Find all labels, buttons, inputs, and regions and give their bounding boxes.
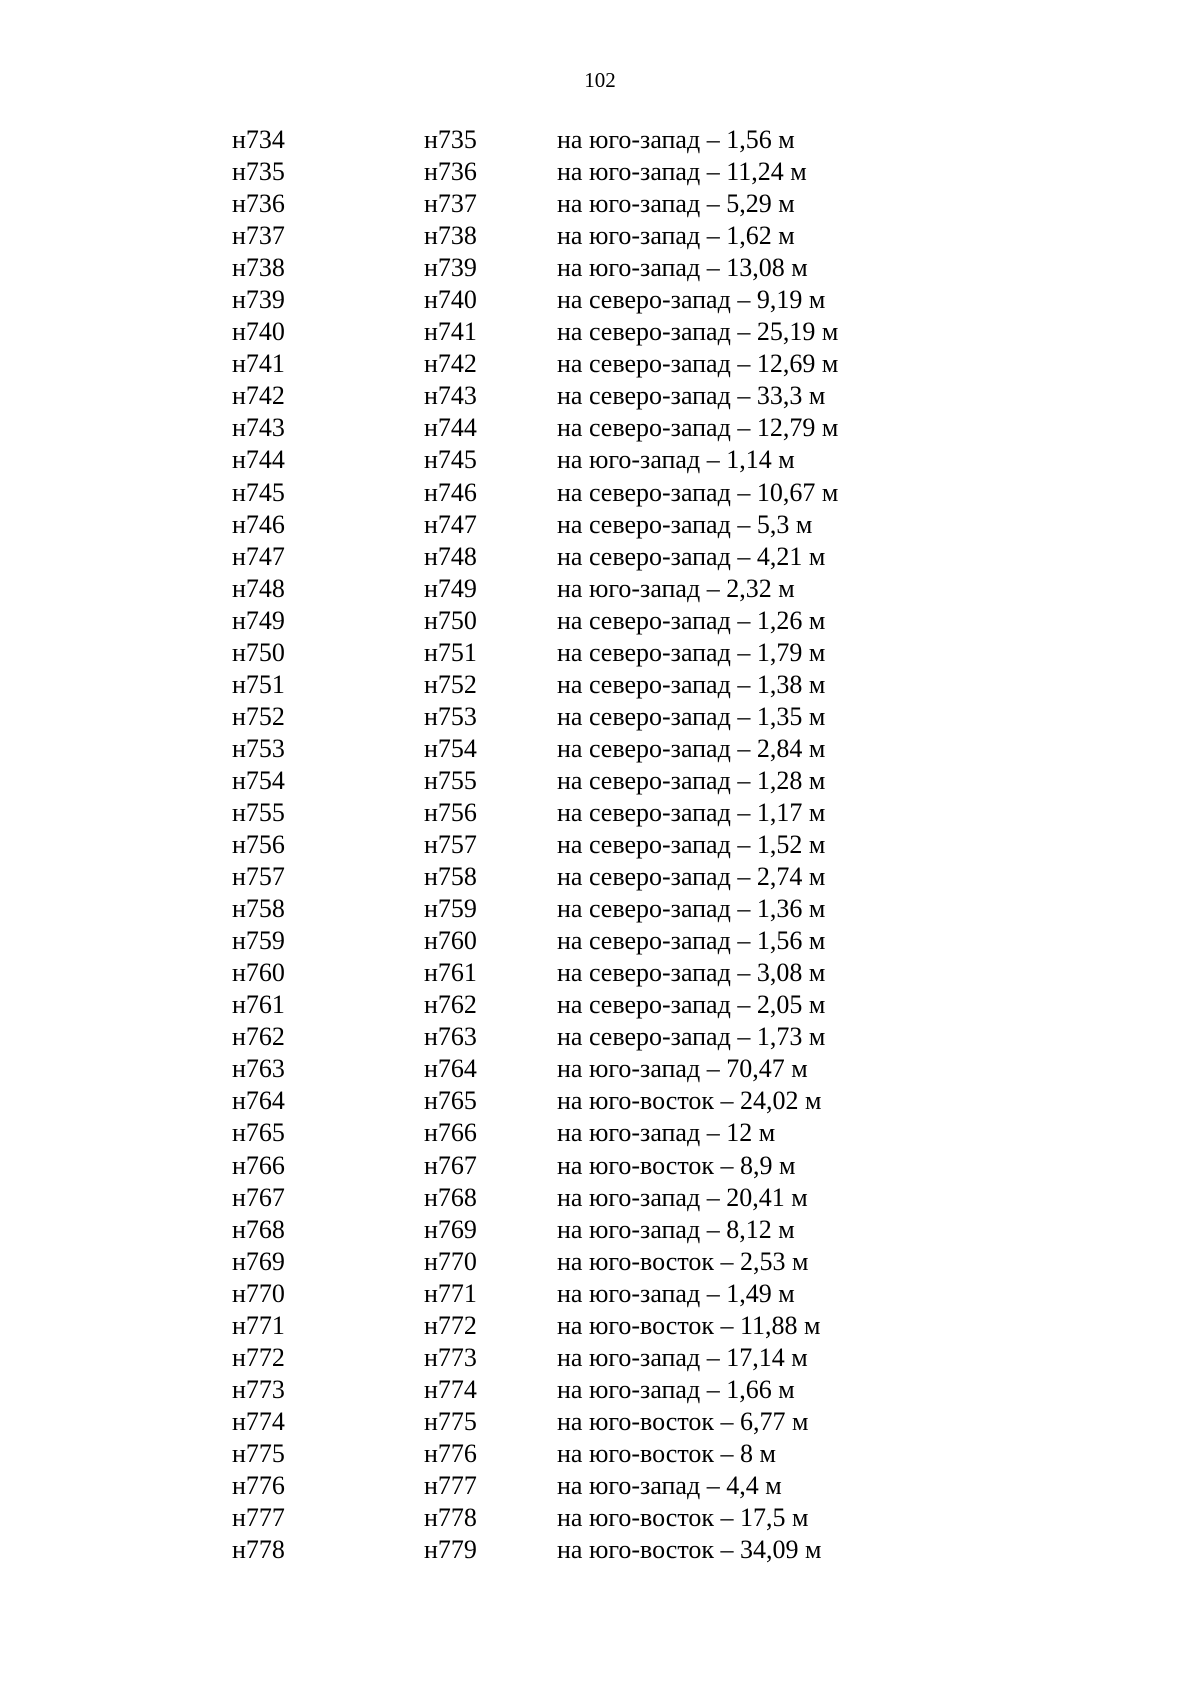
list-item	[0, 1021, 1200, 1053]
point-from: н768	[232, 1214, 285, 1244]
segment-description: на северо-запад – 1,35 м	[557, 701, 826, 731]
list-item	[0, 1534, 1200, 1566]
point-from: н755	[232, 797, 285, 827]
segment-description: на северо-запад – 1,73 м	[557, 1022, 826, 1052]
point-to: н761	[424, 958, 477, 988]
point-from: н774	[232, 1406, 285, 1436]
list-item	[0, 1150, 1200, 1182]
point-to: н776	[424, 1438, 477, 1468]
point-to: н755	[424, 765, 477, 795]
segment-description: на северо-запад – 1,52 м	[557, 830, 826, 860]
segment-description: на юго-запад – 70,47 м	[557, 1054, 808, 1084]
point-from: н739	[232, 285, 285, 315]
list-item	[0, 541, 1200, 573]
point-to: н779	[424, 1535, 477, 1565]
point-to: н774	[424, 1374, 477, 1404]
list-item	[0, 156, 1200, 188]
segment-description: на юго-запад – 1,14 м	[557, 445, 795, 475]
point-from: н753	[232, 733, 285, 763]
segment-description: на северо-запад – 12,79 м	[557, 413, 839, 443]
segment-description: на юго-запад – 17,14 м	[557, 1342, 808, 1372]
segment-description: на северо-запад – 2,84 м	[557, 733, 826, 763]
point-from: н769	[232, 1246, 285, 1276]
segment-description: на северо-запад – 1,38 м	[557, 669, 826, 699]
list-item	[0, 477, 1200, 509]
segment-description: на северо-запад – 9,19 м	[557, 285, 826, 315]
point-to: н768	[424, 1182, 477, 1212]
list-item	[0, 797, 1200, 829]
point-to: н762	[424, 990, 477, 1020]
segment-description: на юго-запад – 4,4 м	[557, 1470, 782, 1500]
point-to: н778	[424, 1503, 477, 1533]
point-to: н764	[424, 1054, 477, 1084]
segment-description: на северо-запад – 2,05 м	[557, 990, 826, 1020]
list-item	[0, 1214, 1200, 1246]
list-item	[0, 252, 1200, 284]
point-from: н778	[232, 1535, 285, 1565]
point-from: н749	[232, 605, 285, 635]
point-to: н765	[424, 1086, 477, 1116]
page-number: 102	[584, 68, 616, 92]
segment-description: на юго-запад – 12 м	[557, 1118, 776, 1148]
segment-description: на северо-запад – 3,08 м	[557, 958, 826, 988]
point-to: н757	[424, 830, 477, 860]
point-from: н737	[232, 221, 285, 251]
segment-description: на юго-восток – 6,77 м	[557, 1406, 809, 1436]
list-item	[0, 1406, 1200, 1438]
list-item	[0, 284, 1200, 316]
segment-description: на северо-запад – 1,79 м	[557, 637, 826, 667]
list-item	[0, 669, 1200, 701]
list-item	[0, 1117, 1200, 1149]
point-from: н738	[232, 253, 285, 283]
boundary-segments-list	[0, 124, 1200, 1566]
point-from: н776	[232, 1470, 285, 1500]
list-item	[0, 1470, 1200, 1502]
list-item	[0, 188, 1200, 220]
segment-description: на юго-восток – 8 м	[557, 1438, 776, 1468]
segment-description: на юго-запад – 1,66 м	[557, 1374, 795, 1404]
point-from: н754	[232, 765, 285, 795]
point-to: н759	[424, 894, 477, 924]
segment-description: на юго-восток – 11,88 м	[557, 1310, 821, 1340]
point-to: н760	[424, 926, 477, 956]
point-to: н735	[424, 125, 477, 154]
point-from: н746	[232, 509, 285, 539]
list-item	[0, 893, 1200, 925]
point-to: н772	[424, 1310, 477, 1340]
point-to: н771	[424, 1278, 477, 1308]
segment-description: на северо-запад – 1,17 м	[557, 797, 826, 827]
list-item	[0, 637, 1200, 669]
point-from: н751	[232, 669, 285, 699]
point-to: н775	[424, 1406, 477, 1436]
segment-description: на юго-запад – 8,12 м	[557, 1214, 795, 1244]
point-to: н749	[424, 573, 477, 603]
point-from: н765	[232, 1118, 285, 1148]
point-from: н773	[232, 1374, 285, 1404]
list-item	[0, 444, 1200, 476]
list-item	[0, 1502, 1200, 1534]
segment-description: на юго-запад – 11,24 м	[557, 157, 807, 187]
point-from: н747	[232, 541, 285, 571]
list-item	[0, 829, 1200, 861]
segment-description: на северо-запад – 5,3 м	[557, 509, 813, 539]
point-from: н777	[232, 1503, 285, 1533]
segment-description: на северо-запад – 1,26 м	[557, 605, 826, 635]
point-from: н734	[232, 125, 285, 154]
point-to: н741	[424, 317, 477, 347]
point-to: н748	[424, 541, 477, 571]
list-item	[0, 573, 1200, 605]
segment-description: на северо-запад – 1,56 м	[557, 926, 826, 956]
point-from: н742	[232, 381, 285, 411]
point-to: н745	[424, 445, 477, 475]
segment-description: на юго-восток – 24,02 м	[557, 1086, 822, 1116]
segment-description: на северо-запад – 1,36 м	[557, 894, 826, 924]
point-from: н767	[232, 1182, 285, 1212]
point-to: н750	[424, 605, 477, 635]
segment-description: на юго-запад – 5,29 м	[557, 189, 795, 219]
point-to: н746	[424, 477, 477, 507]
list-item	[0, 316, 1200, 348]
list-item	[0, 1085, 1200, 1117]
list-item	[0, 925, 1200, 957]
segment-description: на юго-запад – 1,56 м	[557, 125, 795, 154]
list-item	[0, 1342, 1200, 1374]
segment-description: на юго-восток – 2,53 м	[557, 1246, 809, 1276]
point-to: н742	[424, 349, 477, 379]
list-item	[0, 1438, 1200, 1470]
point-from: н741	[232, 349, 285, 379]
point-from: н740	[232, 317, 285, 347]
point-from: н764	[232, 1086, 285, 1116]
segment-description: на юго-восток – 34,09 м	[557, 1535, 822, 1565]
point-to: н747	[424, 509, 477, 539]
point-from: н766	[232, 1150, 285, 1180]
point-to: н743	[424, 381, 477, 411]
list-item	[0, 1310, 1200, 1342]
point-from: н775	[232, 1438, 285, 1468]
point-to: н767	[424, 1150, 477, 1180]
list-item	[0, 701, 1200, 733]
list-item	[0, 1246, 1200, 1278]
point-from: н770	[232, 1278, 285, 1308]
list-item	[0, 220, 1200, 252]
point-to: н770	[424, 1246, 477, 1276]
point-to: н756	[424, 797, 477, 827]
point-to: н752	[424, 669, 477, 699]
segment-description: на юго-запад – 13,08 м	[557, 253, 808, 283]
point-from: н756	[232, 830, 285, 860]
list-item	[0, 733, 1200, 765]
point-from: н743	[232, 413, 285, 443]
point-to: н744	[424, 413, 477, 443]
segment-description: на северо-запад – 33,3 м	[557, 381, 826, 411]
point-from: н761	[232, 990, 285, 1020]
segment-description: на северо-запад – 4,21 м	[557, 541, 826, 571]
list-item	[0, 124, 1200, 156]
list-item	[0, 605, 1200, 637]
point-from: н772	[232, 1342, 285, 1372]
segment-description: на юго-запад – 1,49 м	[557, 1278, 795, 1308]
list-item	[0, 957, 1200, 989]
point-from: н771	[232, 1310, 285, 1340]
point-from: н745	[232, 477, 285, 507]
point-from: н744	[232, 445, 285, 475]
point-from: н736	[232, 189, 285, 219]
point-to: н758	[424, 862, 477, 892]
segment-description: на юго-запад – 2,32 м	[557, 573, 795, 603]
point-to: н738	[424, 221, 477, 251]
point-from: н763	[232, 1054, 285, 1084]
point-from: н735	[232, 157, 285, 187]
segment-description: на северо-запад – 1,28 м	[557, 765, 826, 795]
segment-description: на юго-запад – 20,41 м	[557, 1182, 808, 1212]
segment-description: на северо-запад – 12,69 м	[557, 349, 839, 379]
list-item	[0, 861, 1200, 893]
point-to: н773	[424, 1342, 477, 1372]
segment-description: на юго-запад – 1,62 м	[557, 221, 795, 251]
point-from: н750	[232, 637, 285, 667]
list-item	[0, 765, 1200, 797]
list-item	[0, 1278, 1200, 1310]
list-item	[0, 380, 1200, 412]
list-item	[0, 989, 1200, 1021]
point-to: н751	[424, 637, 477, 667]
point-from: н759	[232, 926, 285, 956]
point-to: н766	[424, 1118, 477, 1148]
segment-description: на юго-восток – 17,5 м	[557, 1503, 809, 1533]
list-item	[0, 1374, 1200, 1406]
list-item	[0, 1053, 1200, 1085]
point-to: н753	[424, 701, 477, 731]
point-from: н752	[232, 701, 285, 731]
point-to: н737	[424, 189, 477, 219]
segment-description: на юго-восток – 8,9 м	[557, 1150, 796, 1180]
segment-description: на северо-запад – 25,19 м	[557, 317, 839, 347]
point-from: н748	[232, 573, 285, 603]
segment-description: на северо-запад – 10,67 м	[557, 477, 839, 507]
point-to: н739	[424, 253, 477, 283]
point-from: н757	[232, 862, 285, 892]
list-item	[0, 348, 1200, 380]
point-to: н754	[424, 733, 477, 763]
point-to: н740	[424, 285, 477, 315]
point-to: н763	[424, 1022, 477, 1052]
point-to: н736	[424, 157, 477, 187]
point-to: н769	[424, 1214, 477, 1244]
list-item	[0, 509, 1200, 541]
list-item	[0, 412, 1200, 444]
list-item	[0, 1182, 1200, 1214]
point-from: н758	[232, 894, 285, 924]
point-to: н777	[424, 1470, 477, 1500]
point-from: н760	[232, 958, 285, 988]
point-from: н762	[232, 1022, 285, 1052]
segment-description: на северо-запад – 2,74 м	[557, 862, 826, 892]
